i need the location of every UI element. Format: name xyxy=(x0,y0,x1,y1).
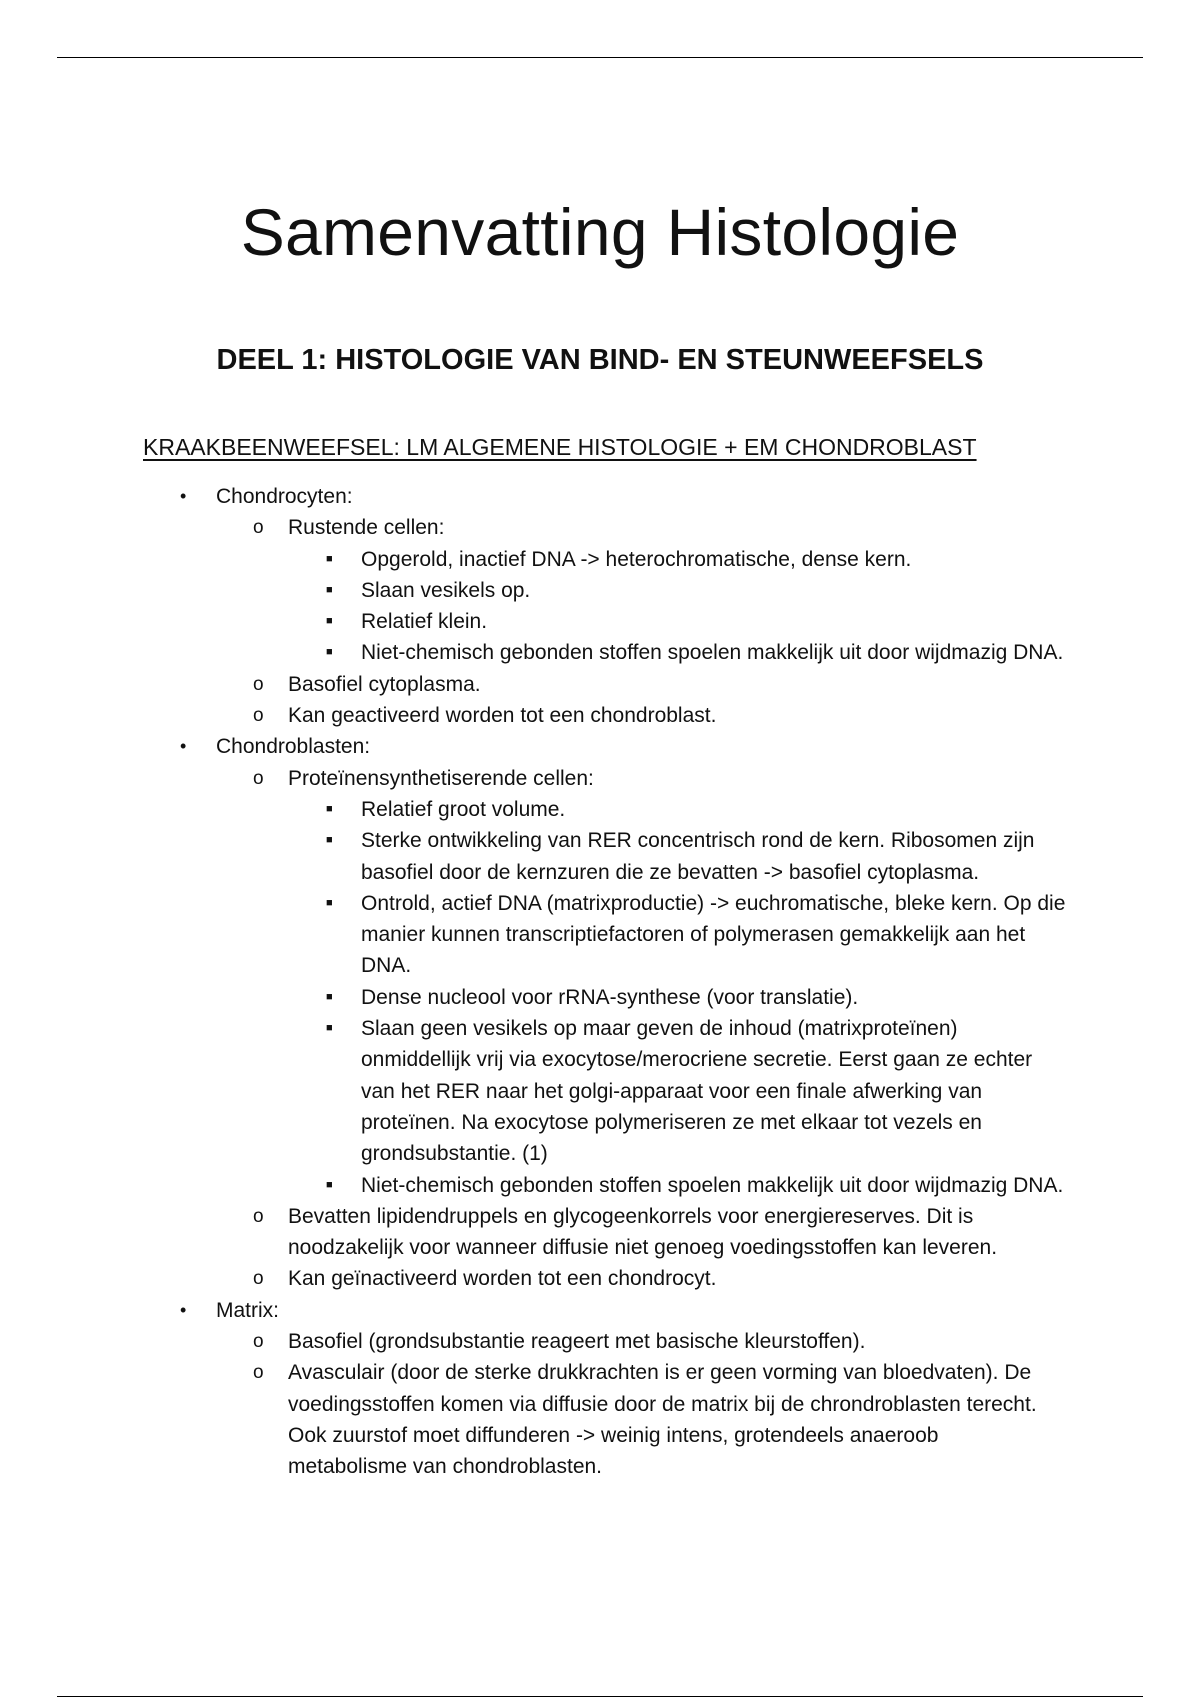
outline-item-text: Kan geactiveerd worden tot een chondroblast. xyxy=(288,704,717,728)
bullet-outline xyxy=(0,481,1200,1483)
outline-item-text: Sterke ontwikkeling van RER concentrisch rond de kern. Ribosomen zijn basofiel door de kernzuren die ze bevatten -> basofiel cytoplasma. xyxy=(361,829,1035,884)
outline-item-text: Relatief groot volume. xyxy=(361,797,566,821)
bullet-square-icon: ■ xyxy=(326,834,333,847)
outline-item-level-1 xyxy=(0,481,1200,512)
outline-item-level-3 xyxy=(0,1013,1200,1169)
outline-item-text: Niet-chemisch gebonden stoffen spoelen makkelijk uit door wijdmazig DNA. xyxy=(361,1173,1064,1197)
outline-item-text: Dense nucleool voor rRNA-synthese (voor translatie). xyxy=(361,985,859,1009)
outline-item-text: Avasculair (door de sterke drukkrachten is er geen vorming van bloedvaten). De voedingsstoffen komen via diffusie door de matrix bij de chrondroblasten terecht. Ook zuurstof moet diffunderen -> weinig intens, grotendeels anaeroob metabolisme van chondroblasten. xyxy=(288,1361,1037,1479)
outline-item-level-3 xyxy=(0,794,1200,825)
bullet-circle-icon: o xyxy=(253,705,264,727)
part-heading: DEEL 1: HISTOLOGIE VAN BIND- EN STEUNWEEFSELS xyxy=(216,344,984,377)
bullet-square-icon: ■ xyxy=(326,802,333,815)
bullet-square-icon: ■ xyxy=(326,646,333,659)
bullet-circle-icon: o xyxy=(253,1268,264,1290)
outline-item-level-3 xyxy=(0,888,1200,982)
outline-item-level-3 xyxy=(0,825,1200,888)
outline-item-text: Chondroblasten: xyxy=(216,735,371,759)
outline-item-level-3 xyxy=(0,606,1200,637)
outline-item-text: Slaan vesikels op. xyxy=(361,578,531,602)
outline-item-level-3 xyxy=(0,544,1200,575)
outline-item-level-2 xyxy=(0,512,1200,543)
outline-item-text: Proteïnensynthetiserende cellen: xyxy=(288,766,594,790)
outline-item-level-2 xyxy=(0,669,1200,700)
outline-item-level-2 xyxy=(0,763,1200,794)
bullet-square-icon: ■ xyxy=(326,990,333,1003)
bullet-square-icon: ■ xyxy=(326,1178,333,1191)
outline-item-level-3 xyxy=(0,575,1200,606)
outline-item-text: Relatief klein. xyxy=(361,610,488,634)
outline-item-level-1 xyxy=(0,1295,1200,1326)
bullet-circle-icon: o xyxy=(253,1331,264,1353)
outline-item-level-3 xyxy=(0,982,1200,1013)
bullet-square-icon: ■ xyxy=(326,552,333,565)
outline-item-text: Bevatten lipidendruppels en glycogeenkorrels voor energiereserves. Dit is noodzakelijk voor wanneer diffusie niet genoeg voedingsstoffen kan leveren. xyxy=(288,1204,998,1260)
bullet-circle-icon: o xyxy=(253,517,264,539)
outline-item-text: Rustende cellen: xyxy=(288,516,445,540)
bullet-square-icon: ■ xyxy=(326,896,333,909)
bullet-square-icon: ■ xyxy=(326,615,333,628)
outline-item-text: Chondrocyten: xyxy=(216,485,353,508)
outline-item-text: Opgerold, inactief DNA -> heterochromatische, dense kern. xyxy=(361,547,912,571)
outline-item-level-3 xyxy=(0,1170,1200,1201)
bullet-dot-icon: • xyxy=(180,486,187,506)
outline-item-level-2 xyxy=(0,1263,1200,1294)
bullet-circle-icon: o xyxy=(253,1205,264,1227)
outline-item-text: Niet-chemisch gebonden stoffen spoelen makkelijk uit door wijdmazig DNA. xyxy=(361,641,1064,665)
document-title: Samenvatting Histologie xyxy=(240,195,960,270)
outline-item-level-3 xyxy=(0,637,1200,668)
outline-item-text: Basofiel (grondsubstantie reageert met basische kleurstoffen). xyxy=(288,1330,866,1354)
outline-item-text: Matrix: xyxy=(216,1298,279,1322)
outline-item-text: Slaan geen vesikels op maar geven de inhoud (matrixproteïnen) onmiddellijk vrij via exocytose/merocriene secretie. Eerst gaan ze echter van het RER naar het golgi-apparaat voor een finale afwerking van proteïnen. Na exocytose polymeriseren ze met elkaar tot vezels en grondsubstantie. (1) xyxy=(361,1017,1033,1166)
bullet-dot-icon: • xyxy=(180,736,187,757)
bullet-circle-icon: o xyxy=(253,673,264,695)
top-horizontal-rule xyxy=(57,57,1143,58)
outline-item-level-2 xyxy=(0,1326,1200,1357)
section-heading: KRAAKBEENWEEFSEL: LM ALGEMENE HISTOLOGIE + EM CHONDROBLAST xyxy=(143,434,977,460)
outline-item-text: Basofiel cytoplasma. xyxy=(288,672,481,696)
bullet-dot-icon: • xyxy=(180,1299,187,1320)
bottom-horizontal-rule xyxy=(57,1696,1143,1697)
outline-item-level-2 xyxy=(0,1201,1200,1264)
bullet-square-icon: ■ xyxy=(326,1022,333,1035)
bullet-circle-icon: o xyxy=(253,767,264,789)
outline-item-text: Kan geïnactiveerd worden tot een chondrocyt. xyxy=(288,1267,717,1291)
outline-item-level-2 xyxy=(0,1357,1200,1482)
outline-item-text: Ontrold, actief DNA (matrixproductie) -> euchromatische, bleke kern. Op die manier kunnen transcriptiefactoren of polymerasen gemakkelijk aan het DNA. xyxy=(361,891,1066,978)
bullet-circle-icon: o xyxy=(253,1362,264,1384)
outline-item-level-1 xyxy=(0,731,1200,762)
bullet-square-icon: ■ xyxy=(326,583,333,596)
outline-item-level-2 xyxy=(0,700,1200,731)
